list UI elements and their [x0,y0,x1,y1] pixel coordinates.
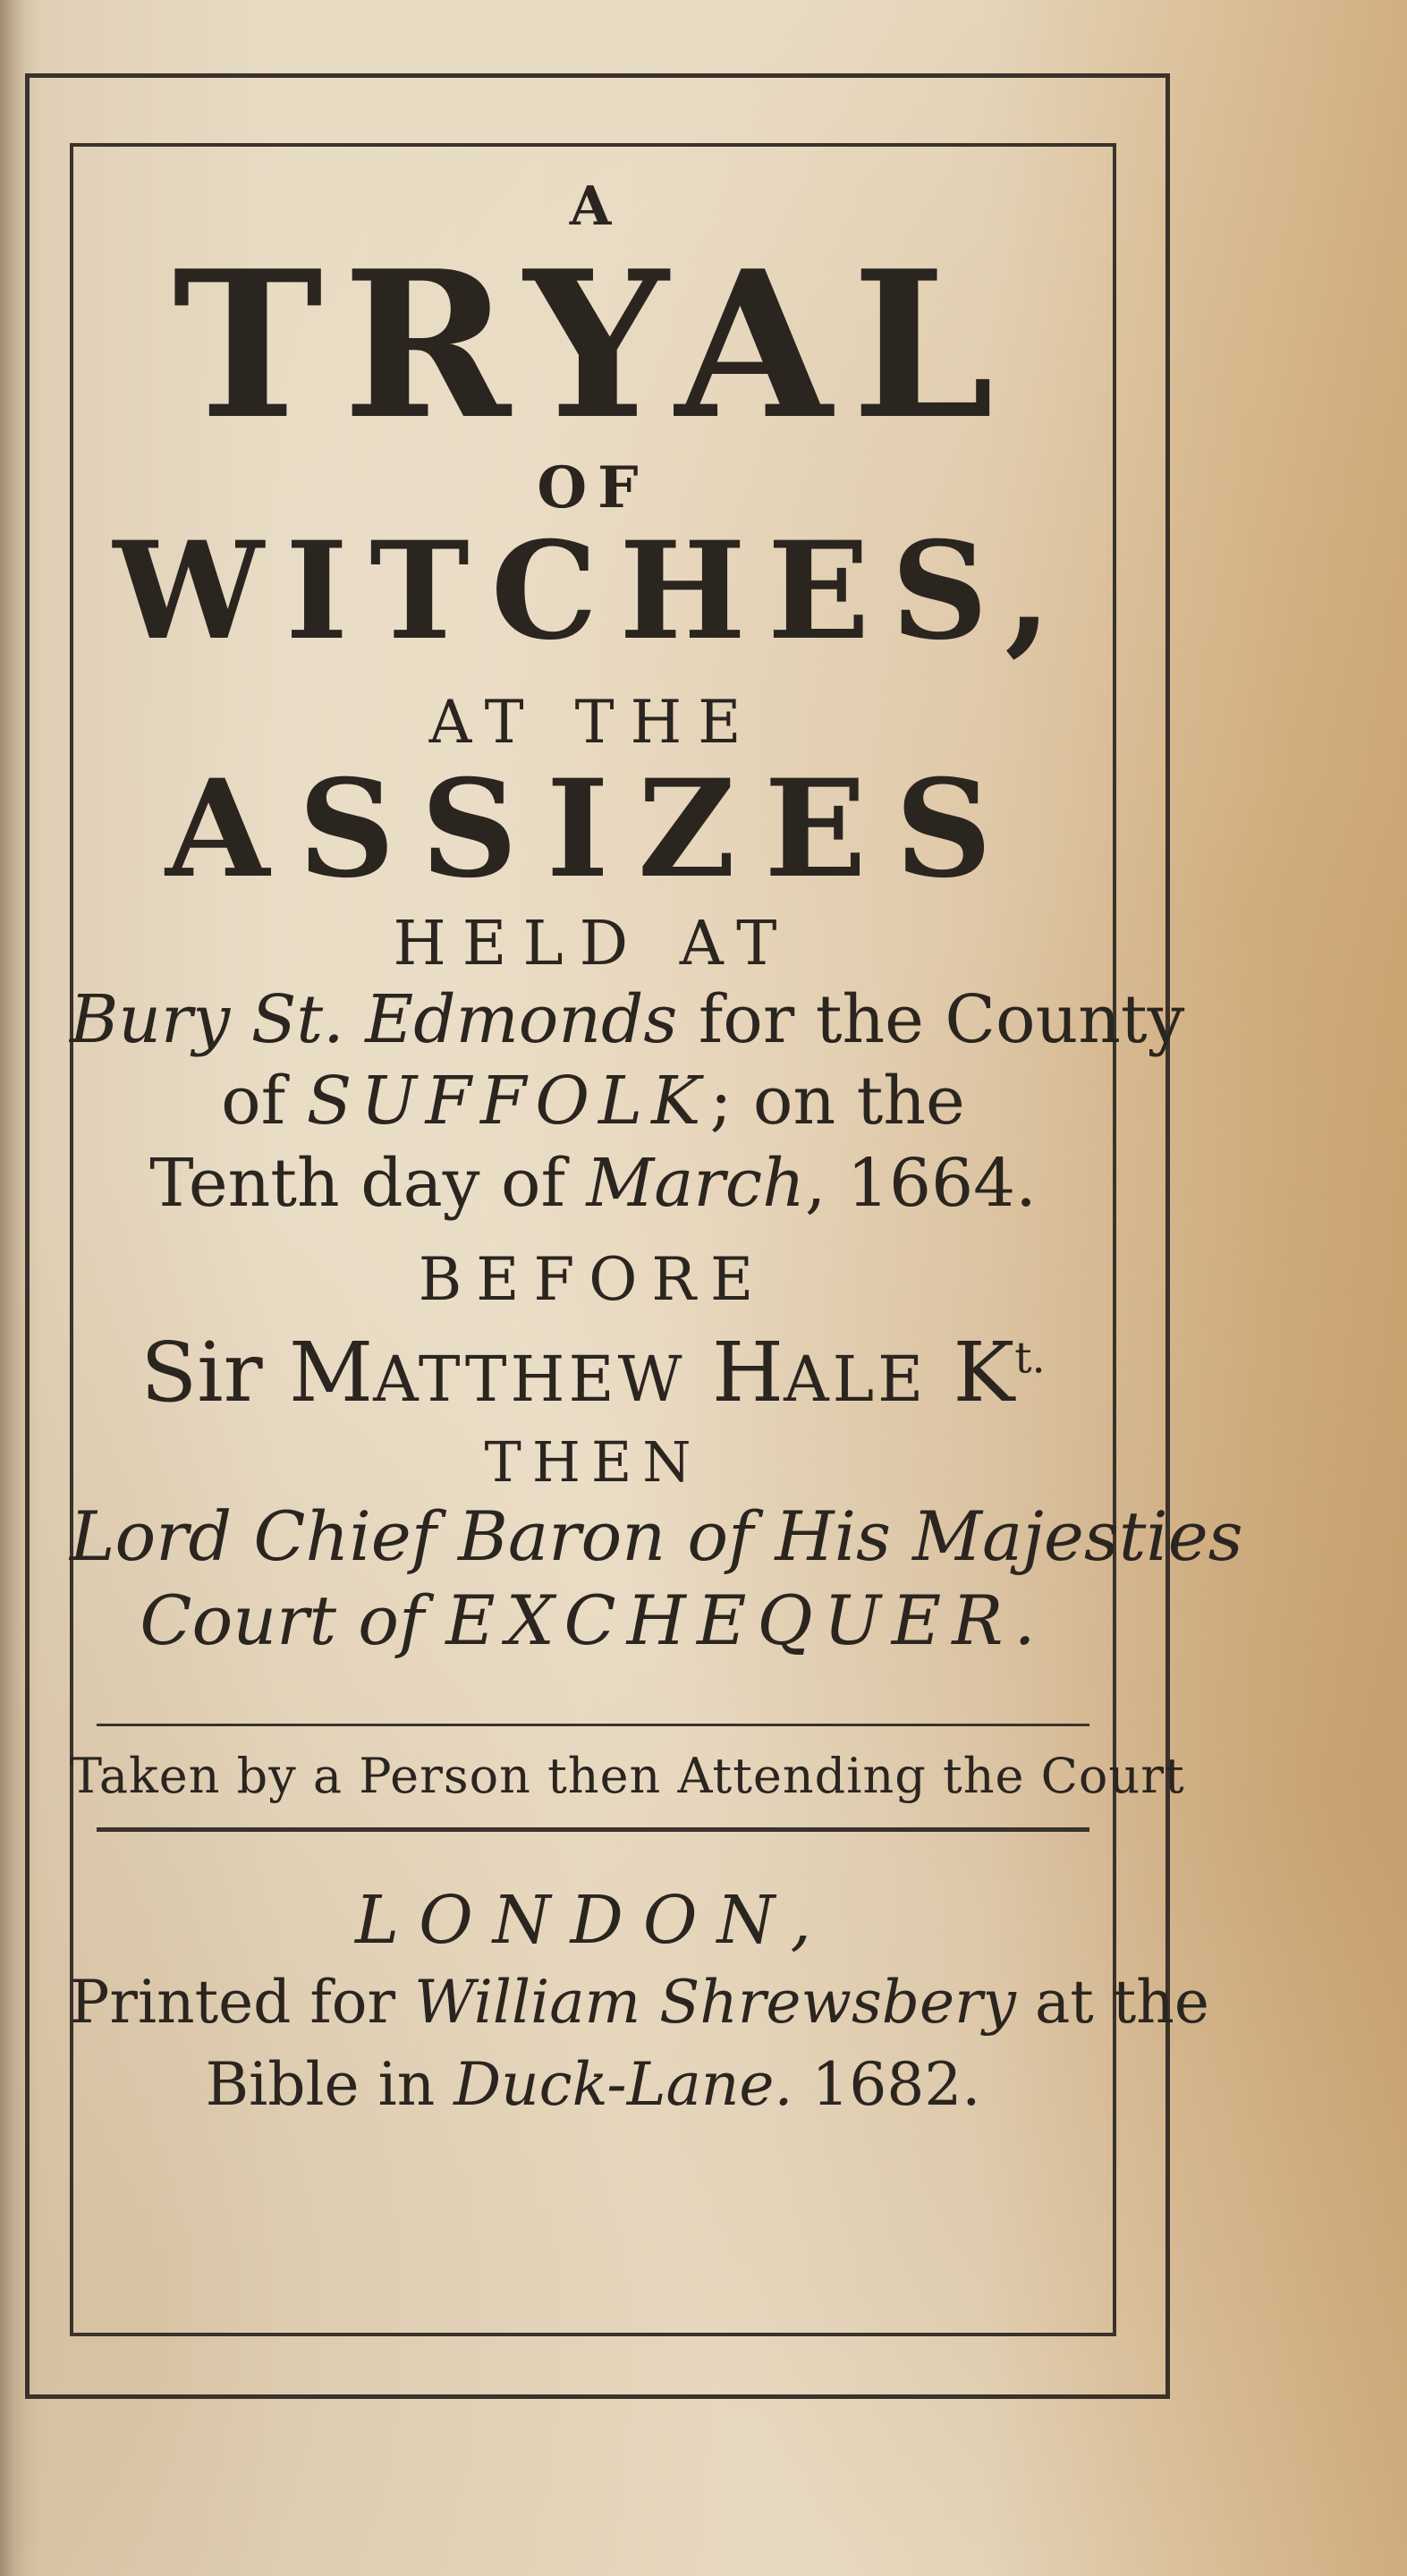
county-line [70,1061,1116,1143]
judge-name [70,1321,1116,1424]
judge-knight-t: t. [1014,1333,1046,1384]
before-label: BEFORE [418,1244,768,1314]
imprint-bible-in: Bible in [205,2050,436,2120]
title-of: OF [537,454,649,521]
subtitle-assizes: ASSIZES [165,750,1021,908]
taken-by-line: Taken by a Person then Attending the Court [70,1748,1185,1805]
imprint-printed-for: Printed for [70,1968,396,2038]
divider-rule-top [97,1724,1089,1726]
title-tryal: TRYAL [172,227,1014,464]
date-line [70,1143,1116,1225]
judge-title-sir: Sir [140,1324,263,1420]
imprint-printer: William Shrewsbery [414,1968,1016,2038]
imprint-lane: Duck-Lane. [453,2050,793,2120]
judge-last-initial: H [711,1324,784,1420]
date-month: March [586,1145,805,1222]
imprint-line-1 [70,1964,1209,2041]
office-court-name: EXCHEQUER. [445,1580,1047,1660]
office-court-prefix: Court of [140,1580,425,1660]
then-label: THEN [484,1428,702,1495]
county-name: SUFFOLK [306,1063,710,1140]
imprint-at-the: at the [1034,1968,1209,2038]
subtitle-held-at: HELD AT [393,908,793,979]
office-line-2 [70,1579,1116,1663]
judge-first-initial: M [288,1324,374,1420]
imprint-city: LONDON, [354,1882,832,1960]
date-prefix: Tenth day of [149,1145,565,1222]
title-witches: WITCHES, [113,513,1073,670]
divider-rule-bottom [97,1827,1089,1832]
place-rest: for the County [698,980,1185,1058]
county-prefix: of [221,1063,286,1140]
imprint-line-2 [70,2046,1116,2123]
office-line-1: Lord Chief Baron of His Majesties [70,1496,1243,1576]
imprint-year: 1682. [811,2050,981,2120]
book-spine-edge [0,0,25,2576]
title-article: A [569,175,617,238]
judge-first-rest: ATTHEW [373,1342,686,1416]
place-name: Bury St. Edmonds [70,980,678,1058]
subtitle-at-the: AT THE [428,687,758,757]
judge-knight-k: K [953,1324,1015,1420]
judge-last-rest: ALE [784,1342,928,1416]
date-year: , 1664. [804,1145,1037,1222]
county-suffix: ; on the [709,1063,965,1140]
title-page-content [70,143,1243,2123]
place-line [70,979,1185,1062]
